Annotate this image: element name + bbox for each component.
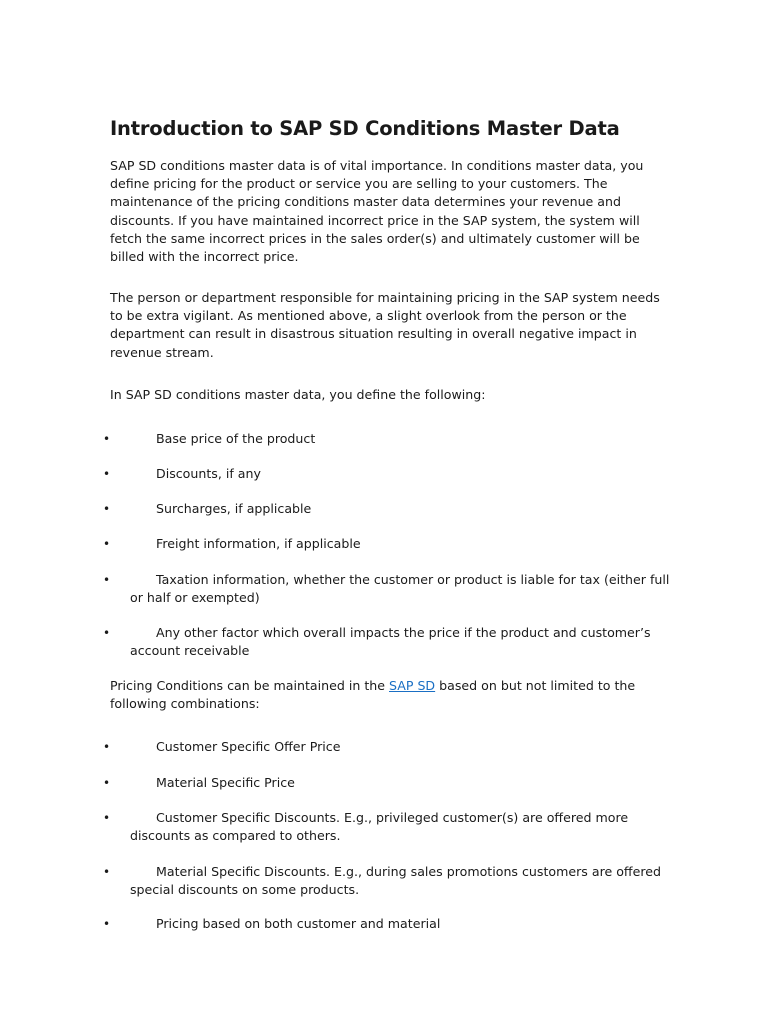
list-item-text: Customer Specific Discounts. E.g., privileged customer(s) are offered more discounts as compared to others. (130, 810, 629, 844)
define-following-paragraph: In SAP SD conditions master data, you define the following: (110, 387, 486, 402)
list-item (103, 809, 670, 845)
list-item-text: Discounts, if any (156, 466, 261, 481)
list-item (103, 863, 670, 899)
list-item (103, 571, 670, 607)
intro-paragraph: SAP SD conditions master data is of vital importance. In conditions master data, you define pricing for the product or service you are selling to your customers. The maintenance of the pricing conditions master data determines your revenue and discounts. If you have maintained incorrect price in the SAP system, the system will fetch the same incorrect prices in the sales order(s) and ultimately customer will be billed with the incorrect price. (110, 158, 644, 265)
vigilance-paragraph: The person or department responsible for maintaining pricing in the SAP system needs to be extra vigilant. As mentioned above, a slight overlook from the person or the department can result in disastrous situation resulting in overall negative impact in revenue stream. (110, 290, 660, 360)
list-item (103, 535, 670, 553)
list-item-text: Taxation information, whether the customer or product is liable for tax (either full or half or exempted) (130, 572, 670, 606)
bullet-icon: • (103, 537, 111, 551)
list-item (103, 915, 670, 933)
sap-sd-link[interactable]: SAP SD (389, 678, 436, 693)
list-item (103, 738, 670, 756)
list-item (103, 774, 670, 792)
list-item (103, 430, 670, 448)
list-item (103, 465, 670, 483)
bullet-icon: • (103, 917, 111, 931)
list-item-text: Material Specific Price (156, 775, 295, 790)
list-item-text: Freight information, if applicable (156, 536, 361, 551)
bullet-icon: • (103, 502, 111, 516)
list-item-text: Surcharges, if applicable (156, 501, 312, 516)
bullet-icon: • (103, 865, 111, 879)
bullet-icon: • (103, 467, 111, 481)
page-title: Introduction to SAP SD Conditions Master Data (110, 117, 620, 140)
combinations-text-after: based on but not limited to the following combinations: (110, 678, 636, 712)
list-item-text: Pricing based on both customer and material (156, 916, 441, 931)
list-item-text: Customer Specific Offer Price (156, 739, 341, 754)
list-item (103, 624, 670, 660)
list-item (103, 500, 670, 518)
combinations-paragraph (110, 677, 670, 713)
list-item-text: Base price of the product (156, 431, 316, 446)
combinations-text-before: Pricing Conditions can be maintained in the (110, 678, 389, 693)
list-item-text: Material Specific Discounts. E.g., during sales promotions customers are offered special discounts on some products. (130, 864, 661, 898)
bullet-icon: • (103, 740, 111, 754)
bullet-icon: • (103, 811, 111, 825)
bullet-icon: • (103, 432, 111, 446)
bullet-icon: • (103, 573, 111, 587)
list-item-text: Any other factor which overall impacts the price if the product and customer’s account receivable (130, 625, 651, 659)
bullet-icon: • (103, 776, 111, 790)
bullet-icon: • (103, 626, 111, 640)
